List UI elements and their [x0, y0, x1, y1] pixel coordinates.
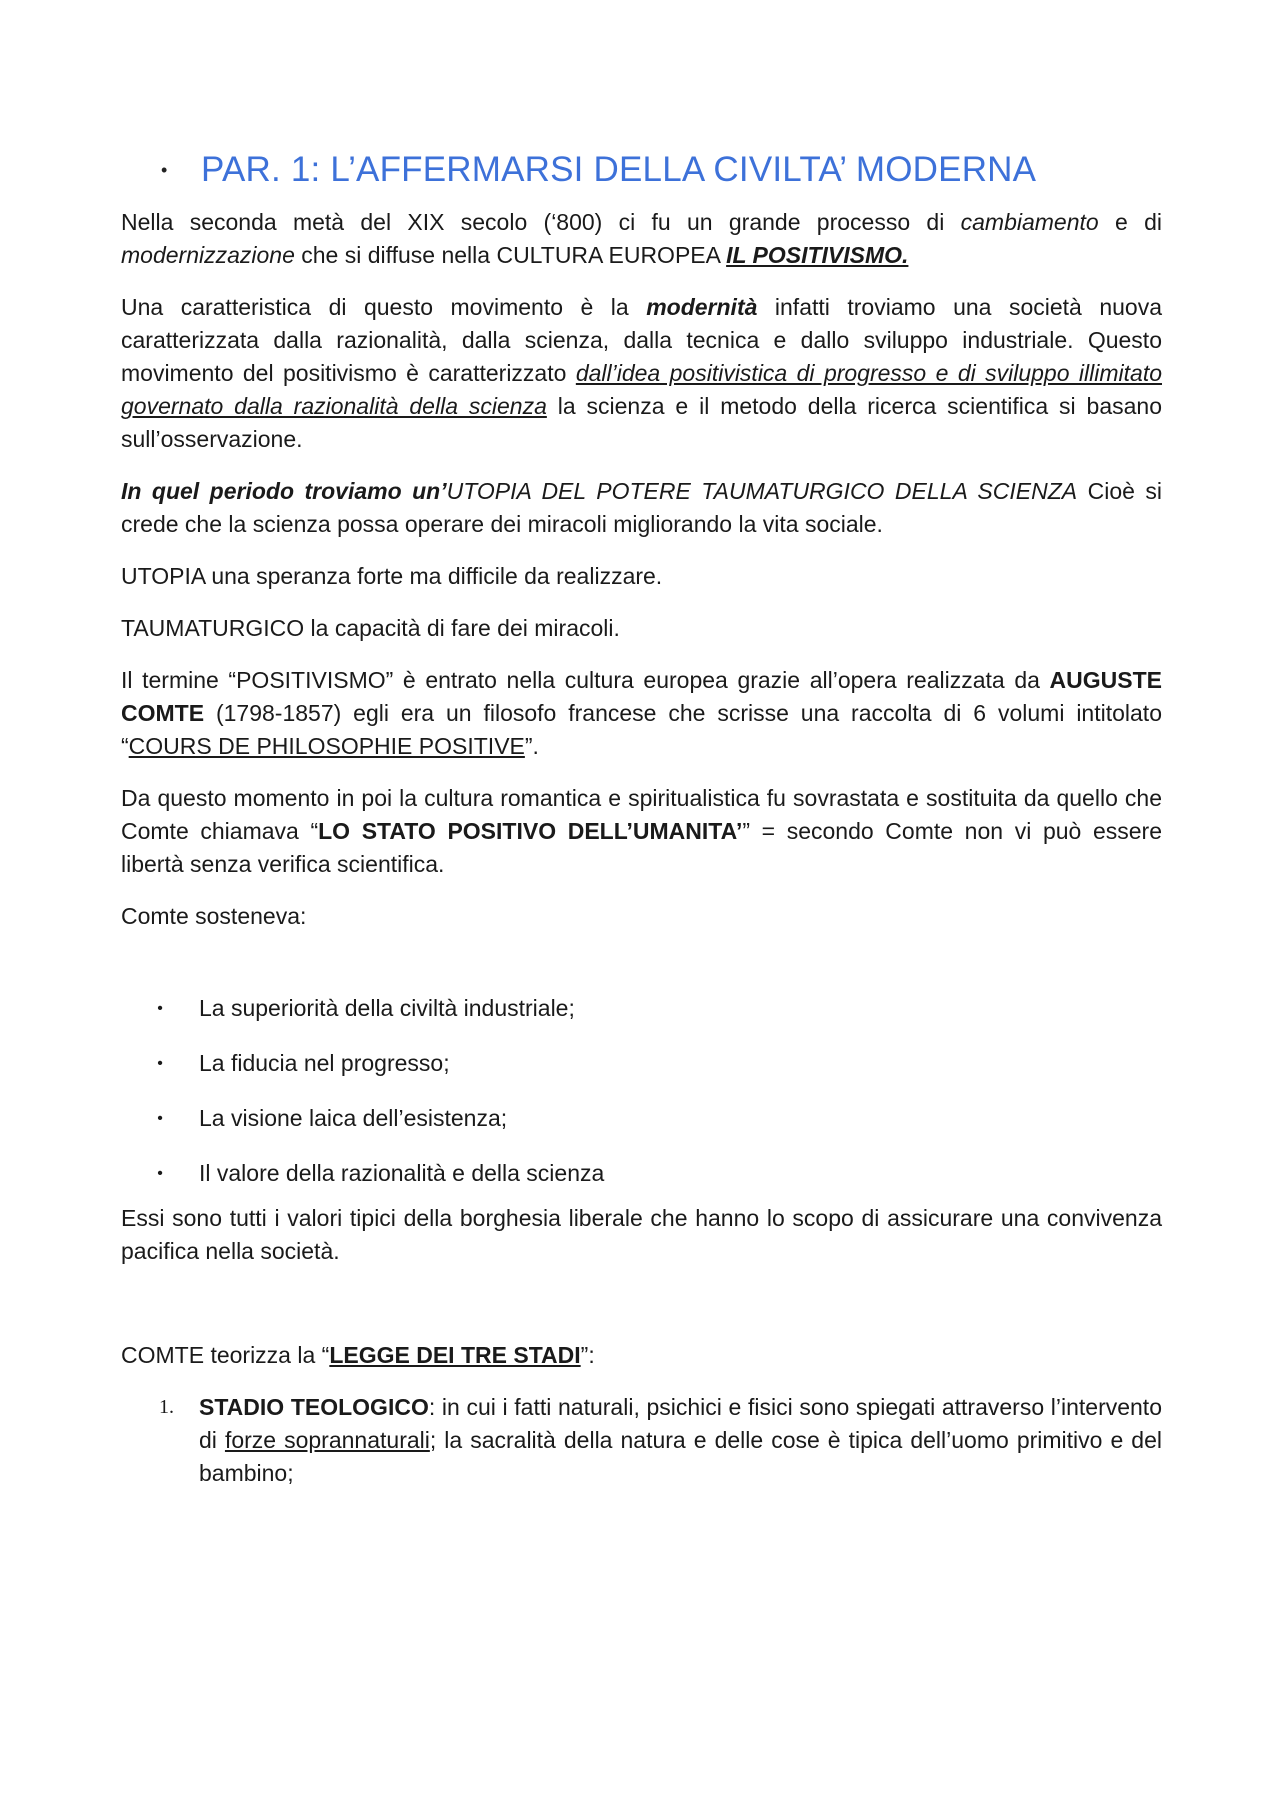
modernita-term: modernità — [646, 294, 758, 320]
list-item — [121, 1102, 1162, 1135]
paragraph-comte-sosteneva: Comte sosteneva: — [121, 903, 307, 929]
paragraph-intro — [121, 206, 1162, 272]
emphasis-text: cambiamento — [960, 209, 1099, 235]
text: Nella seconda metà del XIX secolo (‘800) ci fu un grande processo di — [121, 209, 961, 235]
stages-list — [121, 1391, 1162, 1490]
emphasis-text: modernizzazione — [121, 242, 295, 268]
values-list — [121, 992, 1162, 1190]
paragraph-comte — [121, 664, 1162, 763]
text: e di — [1098, 209, 1162, 235]
positivismo-term: IL POSITIVISMO. — [726, 242, 909, 268]
paragraph-utopia — [121, 475, 1162, 541]
text: ”: — [580, 1342, 595, 1368]
author-name: AUGUSTE COMTE — [121, 667, 1162, 726]
bullet-icon: • — [157, 1110, 163, 1127]
text: (1798-1857) egli era un filosofo francese che scrisse una raccolta di 6 volumi intitolato “ — [121, 700, 1162, 759]
text: ; la sacralità della natura e delle cose è tipica dell’uomo primitivo e del bambino; — [199, 1427, 1162, 1486]
text: Una caratteristica di questo movimento è la — [121, 294, 647, 320]
section-heading — [161, 150, 1162, 190]
section-title: PAR. 1: L’AFFERMARSI DELLA CIVILTA’ MODERNA — [201, 150, 1037, 189]
paragraph-borghesia: Essi sono tutti i valori tipici della borghesia liberale che hanno lo scopo di assicurare una convivenza pacifica nella società. — [121, 1205, 1162, 1264]
emphasis-text: forze soprannaturali — [224, 1427, 430, 1453]
list-item-text: La visione laica dell’esistenza; — [199, 1105, 508, 1131]
definition-utopia: UTOPIA una speranza forte ma difficile da realizzare. — [121, 563, 663, 589]
list-item-text: La fiducia nel progresso; — [199, 1050, 450, 1076]
bullet-icon: • — [157, 1055, 163, 1072]
list-item-text: La superiorità della civiltà industriale; — [199, 995, 575, 1021]
text: ” = secondo Comte non vi può essere libertà senza verifica scientifica. — [121, 818, 1162, 877]
emphasis-text: In quel periodo troviamo un’ — [121, 478, 447, 504]
bullet-icon: • — [157, 1000, 163, 1017]
paragraph-stato-positivo — [121, 782, 1162, 881]
text: : in cui i fatti naturali, psichici e fisici sono spiegati attraverso l’intervento di — [199, 1394, 1162, 1453]
text: Da questo momento in poi la cultura romantica e spiritualistica fu sovrastata e sostituita da quello che Comte chiamava “ — [121, 785, 1162, 844]
paragraph-legge-tre-stadi — [121, 1339, 1162, 1372]
stage-item — [121, 1391, 1162, 1490]
heading-bullet: • — [161, 159, 168, 180]
stage-title: STADIO TEOLOGICO — [199, 1394, 429, 1420]
text: Il termine “POSITIVISMO” è entrato nella cultura europea grazie all’opera realizzata da — [121, 667, 1050, 693]
document-body — [121, 150, 1162, 1490]
stage-number: 1. — [159, 1396, 174, 1418]
paragraph-modernita — [121, 291, 1162, 456]
list-item-text: Il valore della razionalità e della scienza — [199, 1160, 605, 1186]
text: infatti troviamo una società nuova caratterizzata dalla razionalità, dalla scienza, dalla tecnica e dallo sviluppo industriale. Questo movimento del positivismo è caratterizzato — [121, 294, 1162, 386]
spacer — [121, 952, 1162, 992]
spacer — [121, 1287, 1162, 1339]
book-title: COURS DE PHILOSOPHIE POSITIVE — [128, 733, 525, 759]
list-item — [121, 1047, 1162, 1080]
text: la scienza e il metodo della ricerca scientifica si basano sull’osservazione. — [121, 393, 1162, 452]
utopia-term: UTOPIA DEL POTERE TAUMATURGICO DELLA SCIENZA — [446, 478, 1078, 504]
text: ”. — [524, 733, 539, 759]
text: Cioè si crede che la scienza possa operare dei miracoli migliorando la vita sociale. — [121, 478, 1163, 537]
legge-term: LEGGE DEI TRE STADI — [329, 1342, 581, 1368]
definition-taumaturgico: TAUMATURGICO la capacità di fare dei miracoli. — [121, 615, 620, 641]
list-item — [121, 1157, 1162, 1190]
list-item — [121, 992, 1162, 1025]
text: COMTE teorizza la “ — [121, 1342, 330, 1368]
bullet-icon: • — [157, 1165, 163, 1182]
stage-text — [199, 1391, 1162, 1490]
stato-positivo-term: LO STATO POSITIVO DELL’UMANITA’ — [318, 818, 743, 844]
text: che si diffuse nella CULTURA EUROPEA — [294, 242, 727, 268]
progress-idea: dall’idea positivistica di progresso e di sviluppo illimitato governato dalla razionalità della scienza — [121, 360, 1162, 419]
